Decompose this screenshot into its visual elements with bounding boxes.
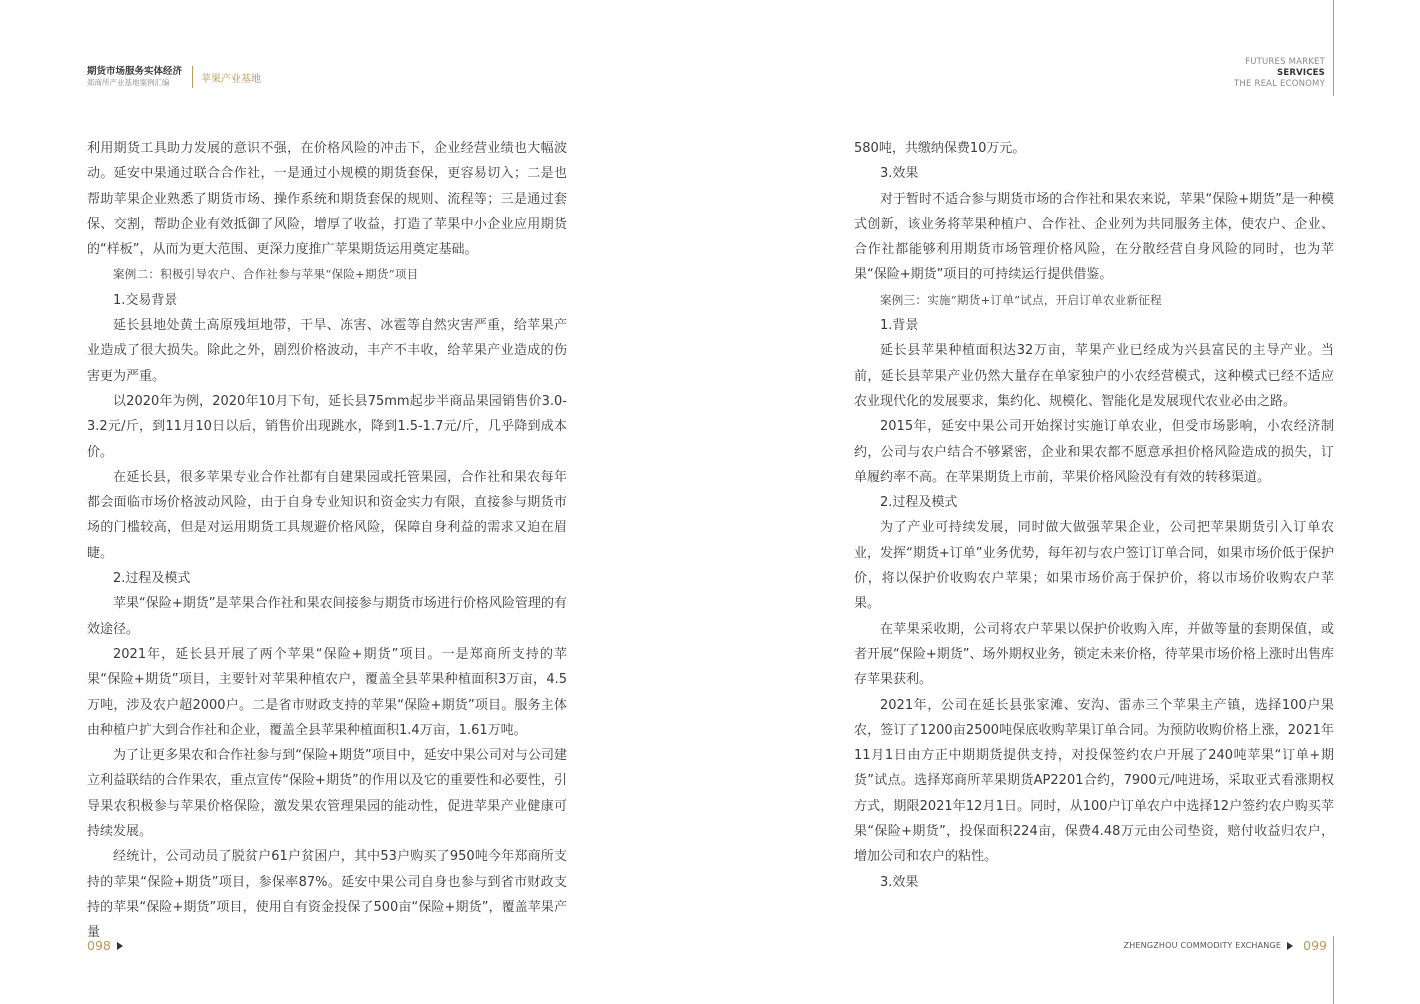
body-paragraph: 在苹果采收期，公司将农户苹果以保护价收购入库，并做等量的套期保值，或者开展“保险+期货”、场外期权业务，锁定未来价格，待苹果市场价格上涨时出售库存苹果获利。 bbox=[854, 621, 1334, 688]
body-paragraph: 在延长县，很多苹果专业合作社都有自建果园或托管果园，合作社和果农每年都会面临市场价格波动风险，由于自身专业知识和资金实力有限，直接参与期货市场的门槛较高，但是对运用期货工具规避价格风险，保障自身利益的需求又迫在眉睫。 bbox=[87, 469, 567, 561]
body-paragraph: 3.效果 bbox=[880, 874, 919, 890]
header-subtitle: 郑商所产业基地案例汇编 bbox=[87, 78, 170, 87]
body-paragraph: 2.过程及模式 bbox=[113, 571, 191, 587]
body-paragraph: 1.背景 bbox=[880, 318, 919, 334]
body-paragraph: 为了让更多果农和合作社参与到“保险+期货”项目中，延安中果公司对与公司建立利益联结的合作果农，重点宣传“保险+期货”的作用以及它的重要性和必要性，引导果农积极参与苹果价格保险，激发果农管理果园的能动性，促进苹果产业健康可持续发展。 bbox=[87, 748, 567, 840]
footer-organization: ZHENGZHOU COMMODITY EXCHANGE bbox=[1123, 941, 1282, 950]
header-en-line1: FUTURES MARKET bbox=[1245, 57, 1325, 67]
page-number-right: 099 bbox=[1303, 938, 1327, 953]
body-paragraph: 利用期货工具助力发展的意识不强，在价格风险的冲击下，企业经营业绩也大幅波动。延安中果通过联合合作社，一是通过小规模的期货套保，更容易切入；二是也帮助苹果企业熟悉了期货市场、操作系统和期货套保的规则、流程等；三是通过套保、交割，帮助企业有效抵御了风险，增厚了收益，打造了苹果中小企业应用期货的“样板”，从而为更大范围、更深力度推广苹果期货运用奠定基础。 bbox=[87, 141, 567, 258]
case-heading: 案例三：实施“期货+订单”试点，开启订单农业新征程 bbox=[880, 292, 1162, 307]
right-page-footer bbox=[1124, 938, 1327, 953]
header-title-block bbox=[87, 66, 182, 88]
header-divider bbox=[192, 66, 193, 88]
body-paragraph: 2015年，延安中果公司开始探讨实施订单农业，但受市场影响，小农经济制约，公司与农户结合不够紧密，企业和果农都不愿意承担价格风险造成的损失，订单履约率不高。在苹果期货上市前，苹果价格风险没有有效的转移渠道。 bbox=[854, 419, 1334, 485]
left-body-column bbox=[87, 136, 567, 946]
left-page-header bbox=[87, 66, 261, 88]
footer-vertical-rule bbox=[1333, 936, 1334, 1004]
body-paragraph: 1.交易背景 bbox=[113, 292, 178, 308]
body-paragraph: 3.效果 bbox=[880, 166, 919, 182]
header-en-line3: THE REAL ECONOMY bbox=[1234, 79, 1325, 89]
header-vertical-rule bbox=[1333, 0, 1334, 96]
body-paragraph: 以2020年为例，2020年10月下旬，延长县75mm起步半商品果园销售价3.0-3.2元/斤，到11月10日以后，销售价出现跳水，降到1.5-1.7元/斤，几乎降到成本价。 bbox=[87, 393, 567, 460]
body-paragraph: 对于暂时不适合参与期货市场的合作社和果农来说，苹果“保险+期货”是一种模式创新，该业务将苹果种植户、合作社、企业列为共同服务主体，使农户、企业、合作社都能够利用期货市场管理价格风险，在分散经营自身风险的同时，也为苹果“保险+期货”项目的可持续运行提供借鉴。 bbox=[854, 191, 1334, 283]
body-paragraph: 2021年，公司在延长县张家滩、安沟、雷赤三个苹果主产镇，选择100户果农，签订了1200亩2500吨保底收购苹果订单合同。为预防收购价格上涨，2021年11月1日由方正中期期货提供支持，对投保签约农户开展了240吨苹果“订单+期货”试点。选择郑商所苹果期货AP2201合约，7900元/吨进场，采取亚式看涨期权方式，期限2021年12月1日。同时，从100户订单农户中选择12户签约农户购买苹果“保险+期货”，投保面积224亩，保费4.48万元由公司垫资，赔付收益归农户，增加公司和农户的粘性。 bbox=[854, 697, 1334, 865]
right-page-header bbox=[1234, 57, 1325, 90]
body-paragraph: 580吨，共缴纳保费10万元。 bbox=[854, 141, 1026, 156]
case-heading: 案例二：积极引导农户、合作社参与苹果“保险+期货”项目 bbox=[113, 267, 419, 282]
header-en-line2: SERVICES bbox=[1277, 68, 1325, 78]
header-title: 期货市场服务实体经济 bbox=[87, 66, 183, 77]
header-section-name: 苹果产业基地 bbox=[201, 73, 262, 85]
body-paragraph: 经统计，公司动员了脱贫户61户贫困户，其中53户购买了950吨今年郑商所支持的苹果“保险+期货”项目，参保率87%。延安中果公司自身也参与到省市财政支持的苹果“保险+期货”项目，使用自有资金投保了500亩“保险+期货”，覆盖苹果产量 bbox=[87, 849, 567, 941]
body-paragraph: 苹果“保险+期货”是苹果合作社和果农间接参与期货市场进行价格风险管理的有效途径。 bbox=[87, 596, 567, 637]
triangle-right-icon bbox=[1287, 942, 1293, 950]
page-number-left: 098 bbox=[87, 938, 111, 953]
body-paragraph: 2021年，延长县开展了两个苹果“保险+期货”项目。一是郑商所支持的苹果“保险+期货”项目，主要针对苹果种植农户，覆盖全县苹果种植面积3万亩，4.5万吨，涉及农户超2000户。二是省市财政支持的苹果“保险+期货”项目。服务主体由种植户扩大到合作社和企业，覆盖全县苹果种植面积1.4万亩，1.61万吨。 bbox=[87, 646, 567, 738]
body-paragraph: 为了产业可持续发展，同时做大做强苹果企业，公司把苹果期货引入订单农业，发挥“期货+订单”业务优势，每年初与农户签订订单合同，如果市场价低于保护价，将以保护价收购农户苹果；如果市场价高于保护价，将以市场价收购农户苹果。 bbox=[854, 520, 1334, 612]
body-paragraph: 延长县苹果种植面积达32万亩，苹果产业已经成为兴县富民的主导产业。当前，延长县苹果产业仍然大量存在单家独户的小农经营模式，这种模式已经不适应农业现代化的发展要求，集约化、规模化、智能化是发展现代农业必由之路。 bbox=[854, 343, 1334, 409]
body-paragraph: 2.过程及模式 bbox=[880, 495, 958, 511]
body-paragraph: 延长县地处黄土高原残垣地带，干旱、冻害、冰雹等自然灾害严重，给苹果产业造成了很大损失。除此之外，剧烈价格波动，丰产不丰收，给苹果产业造成的伤害更为严重。 bbox=[87, 318, 567, 384]
right-body-column bbox=[854, 136, 1334, 895]
